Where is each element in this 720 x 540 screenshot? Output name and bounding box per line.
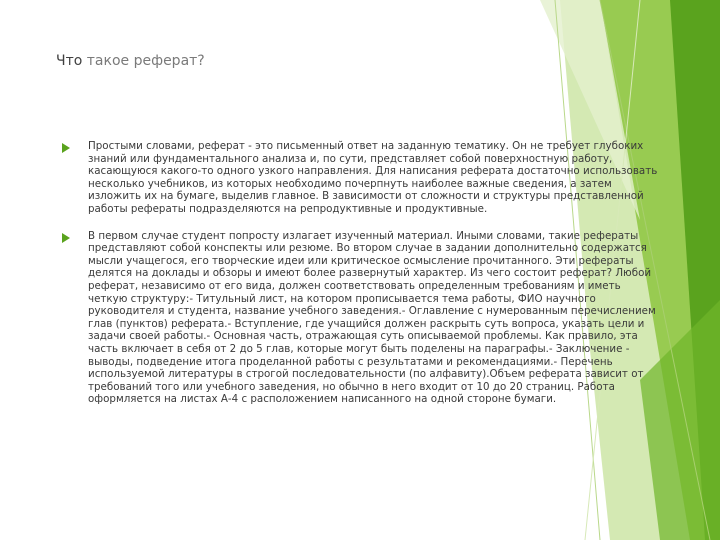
slide-content	[62, 140, 662, 420]
slide-title-part1: Что	[56, 53, 87, 69]
bullet-arrow-icon	[62, 233, 70, 243]
slide-title	[56, 53, 205, 69]
bullet-item	[62, 230, 662, 406]
bullet-text: Простыми словами, реферат - это письменный ответ на заданную тематику. Он не требует глубоких знаний или фундаментального анализа и, по сути, представляет собой поверхностную работу, касающуюся какого-то одного узкого направления. Для написания реферата достаточно использовать несколько учебников, из которых необходимо почерпнуть наиболее важные сведения, а затем изложить их на бумаге, выделив главное. В зависимости от сложности и структуры представленной работы рефераты подразделяются на репродуктивные и продуктивные.	[88, 140, 658, 215]
bullet-text: В первом случае студент попросту излагает изученный материал. Иными словами, такие рефераты представляют собой конспекты или резюме. Во втором случае в задании дополнительно содержатся мысли учащегося, его творческие идеи или критическое осмысление прочитанного. Эти рефераты делятся на доклады и обзоры и имеют более развернутый характер. Из чего состоит реферат? Любой реферат, независимо от его вида, должен соответствовать определенным требованиям и иметь четкую структуру:- Титульный лист, на котором прописывается тема работы, ФИО научного руководителя и студента, название учебного заведения.- Оглавление с нумерованным перечислением глав (пунктов) реферата.- Вступление, где учащийся должен раскрыть суть вопроса, указать цели и задачи своей работы.- Основная часть, отражающая суть описываемой проблемы. Как правило, эта часть включает в себя от 2 до 5 глав, которые могут быть поделены на параграфы.- Заключение - выводы, подведение итога проделанной работы с результатами и рекомендациями.- Перечень используемой литературы в строгой последовательности (по алфавиту).Объем реферата зависит от требований того или учебного заведения, но обычно в него входит от 10 до 20 страниц. Работа оформляется на листах А-4 с расположением написанного на одной стороне бумаги.	[88, 229, 656, 406]
bullet-item	[62, 140, 662, 216]
slide-title-part2: такое реферат?	[86, 53, 205, 69]
bullet-arrow-icon	[62, 143, 70, 153]
